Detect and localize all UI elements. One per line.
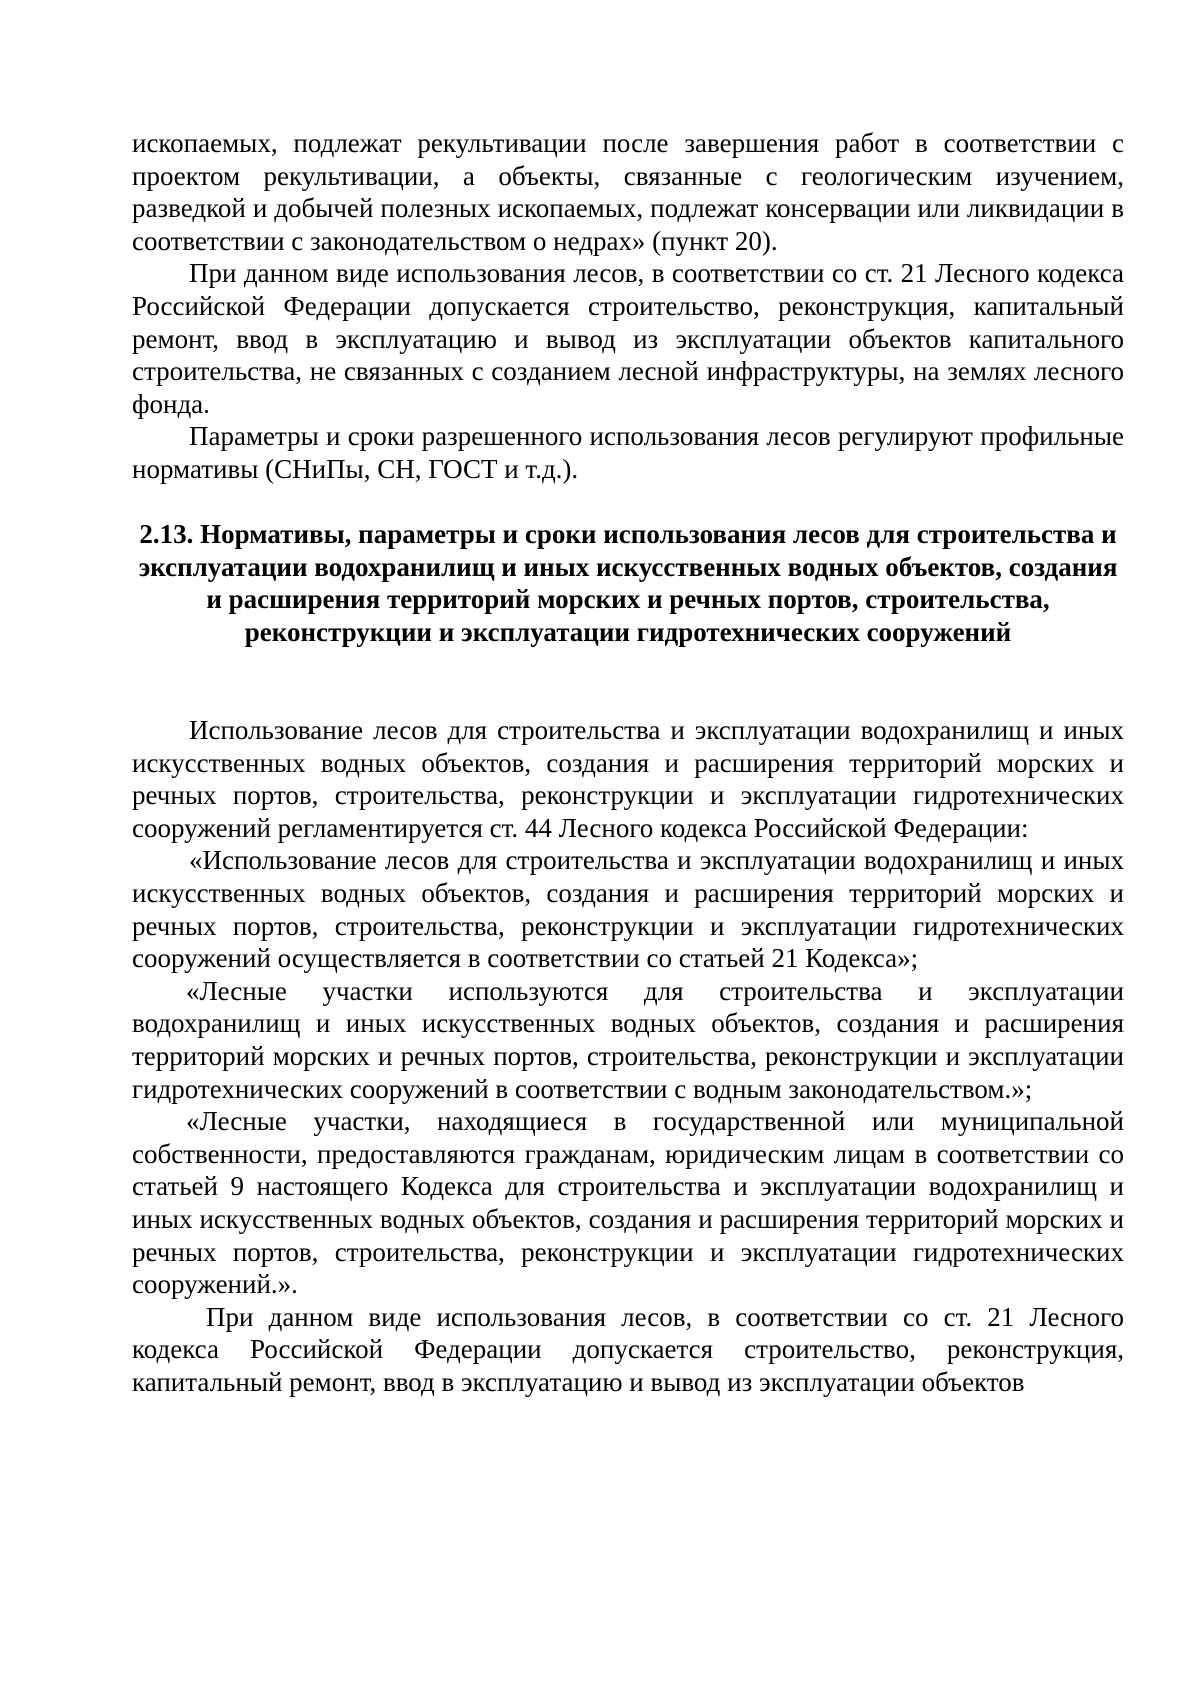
bottom-text-block bbox=[132, 714, 1124, 1398]
paragraph-construction-allowed: При данном виде использования лесов, в соответствии со ст. 21 Лесного кодекса Российской Федерации допускается строительство, реконструкция, капитальный ремонт, ввод в эксплуатацию и вывод из эксплуатации объектов капитального строительства, не связанных с созданием лесной инфраструктуры, на землях лесного фонда. bbox=[132, 258, 1124, 419]
section-heading bbox=[132, 518, 1124, 648]
paragraph-construction-allowed-2: При данном виде использования лесов, в соответствии со ст. 21 Лесного кодекса Российской Федерации допускается строительство, реконструкция, капитальный ремонт, ввод в эксплуатацию и вывод из эксплуатации объектов bbox=[132, 1301, 1124, 1397]
top-text-block bbox=[132, 127, 1124, 486]
quote-usage: «Использование лесов для строительства и эксплуатации водохранилищ и иных искусственных водных объектов, создания и расширения территорий морских и речных портов, строительства, реконструкции и эксплуатации гидротехнических сооружений осуществляется в соответствии со статьей 21 Кодекса»; bbox=[132, 845, 1124, 974]
paragraph-regulation: Использование лесов для строительства и эксплуатации водохранилищ и иных искусственных водных объектов, создания и расширения территорий морских и речных портов, строительства, реконструкции и эксплуатации гидротехнических сооружений регламентируется ст. 44 Лесного кодекса Российской Федерации: bbox=[132, 715, 1124, 843]
section-heading-text: 2.13. Нормативы, параметры и сроки использования лесов для строительства и эксплуатации водохранилищ и иных искусственных водных объектов, создания и расширения территорий морских и речных портов, строительства, реконструкции и эксплуатации гидротехнических сооружений bbox=[138, 519, 1118, 647]
paragraph-reclamation: ископаемых, подлежат рекультивации после завершения работ в соответствии с проектом рекультивации, а объекты, связанные с геологическим изучением, разведкой и добычей полезных ископаемых, подлежат консервации или ликвидации в соответствии с законодательством о недрах» (пункт 20). bbox=[132, 128, 1124, 256]
quote-plots-usage: «Лесные участки используются для строительства и эксплуатации водохранилищ и иных искусственных водных объектов, создания и расширения территорий морских и речных портов, строительства, реконструкции и эксплуатации гидротехнических сооружений в соответствии с водным законодательством.»; bbox=[132, 975, 1124, 1104]
quote-plots-provision: «Лесные участки, находящиеся в государственной или муниципальной собственности, предоставляются гражданам, юридическим лицам в соответствии со статьей 9 настоящего Кодекса для строительства и эксплуатации водохранилищ и иных искусственных водных объектов, создания и расширения территорий морских и речных портов, строительства, реконструкции и эксплуатации гидротехнических сооружений.». bbox=[132, 1106, 1124, 1300]
paragraph-parameters: Параметры и сроки разрешенного использования лесов регулируют профильные нормативы (СНиПы, СН, ГОСТ и т.д.). bbox=[132, 421, 1124, 484]
